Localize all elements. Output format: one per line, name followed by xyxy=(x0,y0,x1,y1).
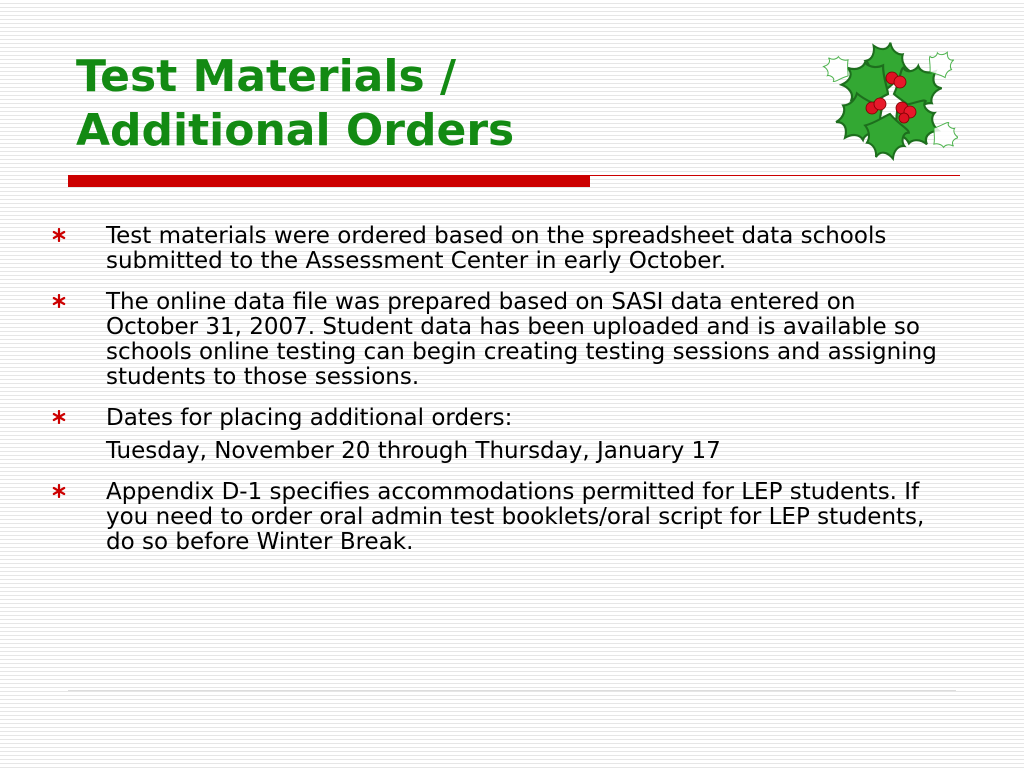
bullet-subline: Tuesday, November 20 through Thursday, January 17 xyxy=(106,438,721,464)
holly-icon xyxy=(818,36,958,166)
bullet-item xyxy=(52,290,952,390)
bullet-item xyxy=(52,480,952,555)
bullet-item xyxy=(52,406,952,464)
asterisk-bullet-icon xyxy=(52,228,66,242)
asterisk-bullet-icon xyxy=(52,294,66,308)
bullet-text: The online data file was prepared based on SASI data entered on October 31, 2007. Student data has been uploaded and is available so schools online testing can begin creating testing sessions and assigning students to those sessions. xyxy=(106,289,937,390)
bullet-item xyxy=(52,224,952,274)
title-line-1: Test Materials / xyxy=(76,51,457,102)
title-underline-extension xyxy=(590,175,960,176)
asterisk-bullet-icon xyxy=(52,410,66,424)
title-line-2: Additional Orders xyxy=(76,105,515,156)
bullet-text: Test materials were ordered based on the spreadsheet data schools submitted to the Assessment Center in early October. xyxy=(106,223,887,274)
footer-divider xyxy=(68,690,956,691)
title-underline xyxy=(68,175,590,187)
asterisk-bullet-icon xyxy=(52,484,66,498)
bullet-text: Dates for placing additional orders: xyxy=(106,405,513,431)
bullet-list xyxy=(52,224,952,571)
slide-title xyxy=(76,50,514,158)
bullet-text: Appendix D-1 specifies accommodations permitted for LEP students. If you need to order oral admin test booklets/oral script for LEP students, do so before Winter Break. xyxy=(106,479,925,555)
